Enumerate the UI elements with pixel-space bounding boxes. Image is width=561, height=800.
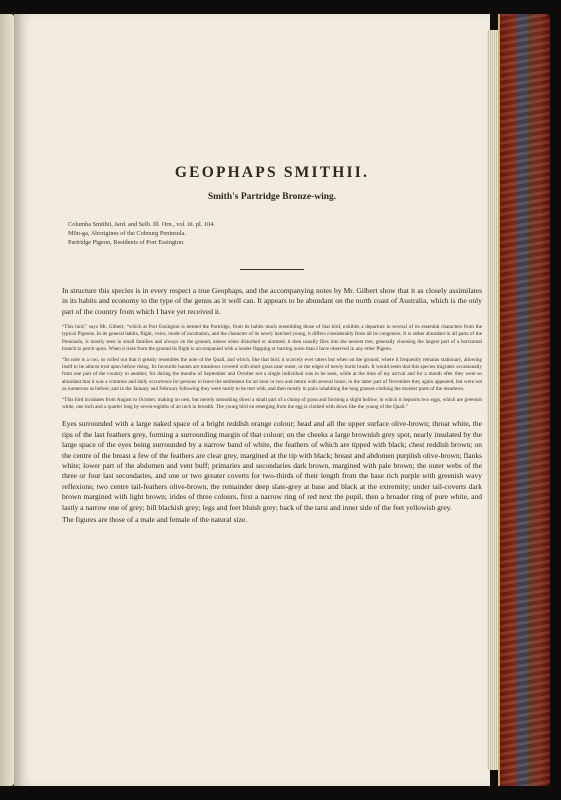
synonym-line: Mŏn-ga, Aborigines of the Cobourg Peninsula.	[68, 230, 186, 237]
intro-paragraph: In structure this species is in every respect a true Geophaps, and the accompanying notes by Mr. Gilbert show that it as closely assimilates in its habits and economy to the type of the genus as it well can. It appears to be abundant on the north coast of Australia, which is the only part of the country from which I have yet received it.	[62, 286, 482, 316]
synonym-line: Partridge Pigeon, Residents of Port Essington.	[68, 239, 185, 246]
marbled-binding	[500, 14, 550, 786]
quote-paragraph: “This bird,” says Mr. Gilbert, “which at Port Essington is termed the Partridge, from its habits much resembling those of that bird, exhibits a departure in several of its essential characters from the typical Pigeons. In its general habits, flight, voice, mode of incubation, and the character of its newly hatched young, it differs considerably from all its congeners. It is rather abundant in all parts of the Peninsula, is mostly seen in small families and always on the ground, unless when disturbed or alarmed; it then usually flies into the nearest tree, generally choosing the largest part of a horizontal branch to perch upon. When it rises from the ground its flight is accompanied with a louder flapping or burring noise than I have observed in any other Pigeon.	[62, 324, 482, 352]
synonym-line: Columba Smithii, Jard. and Selb. Ill. Orn., vol. iii. pl. 104.	[68, 221, 215, 228]
section-divider	[240, 269, 304, 270]
page-content	[62, 164, 482, 526]
page-subtitle: Smith's Partridge Bronze-wing.	[207, 192, 337, 202]
book-page	[14, 14, 490, 786]
description-paragraph: Eyes surrounded with a large naked space of a bright reddish orange colour; head and all the upper surface olive-brown; throat white, the tips of the last feathers grey, forming a surrounding margin of that colour; on the cheeks a large brownish grey spot, nearly insulated by the large space of the eyes being surrounded by a narrow band of white, the feathers of which are tipped with black; chest reddish brown; on the centre of the breast a few of the feathers are clear grey, margined at the tip with black; breast and abdomen purplish olive-brown; flanks white; lower part of the abdomen and vent buff; primaries and secondaries dark brown, margined with pale brown; the outer webs of the three or four last secondaries, and one or two greater coverts for two-thirds of their length from the base rich purple with greenish wavy reflexions; two centre tail-feathers olive-brown, the remainder deep slate-grey at base and black at the extremity; under tail-coverts dark brown margined with light brown; irides of three colours, first a narrow ring of red next the pupil, then a broader ring of pure white, and lastly a narrow one of grey; bill blackish grey; legs and feet bluish grey; back of the tarsi and inner side of the feet yellowish grey.	[62, 419, 482, 512]
facing-page-edge	[0, 14, 14, 786]
page-title: GEOPHAPS SMITHII.	[174, 164, 370, 181]
quote-paragraph: “This bird incubates from August to October, making no nest, but merely smoothing down a small part of a clump of grass and forming a slight hollow, in which it deposits two eggs, which are greenish white, one inch and a quarter long by seven-eighths of an inch in breadth. The young bird on emerging from the egg is clothed with down like the young of the Quail.”	[62, 397, 482, 411]
quote-paragraph: “Its note is a coo, so rolled out that it greatly resembles the note of the Quail, and which, like that bird, it scarcely ever utters but when on the ground, where it frequently remains stationary, allowing itself to be almost trod upon before rising. Its favourite haunts are meadows covered with short grass near water, or the edges of newly burnt brush. It would seem that this species migrates occasionally from one part of the country to another; for during the months of September and October not a single individual was to be seen, while at the time of my arrival and for a month after they were so abundant that it was a common and daily occurrence for persons to leave the settlement for an hour or two and return with several brace; in the latter part of November they again appeared, but were not so numerous as before; and in the January and February following they were rarely to be met with, and then mostly in pairs inhabiting the long grasses clothing the moister parts of the meadows.	[62, 357, 482, 392]
figures-note: The figures are those of a male and female of the natural size.	[62, 515, 248, 525]
